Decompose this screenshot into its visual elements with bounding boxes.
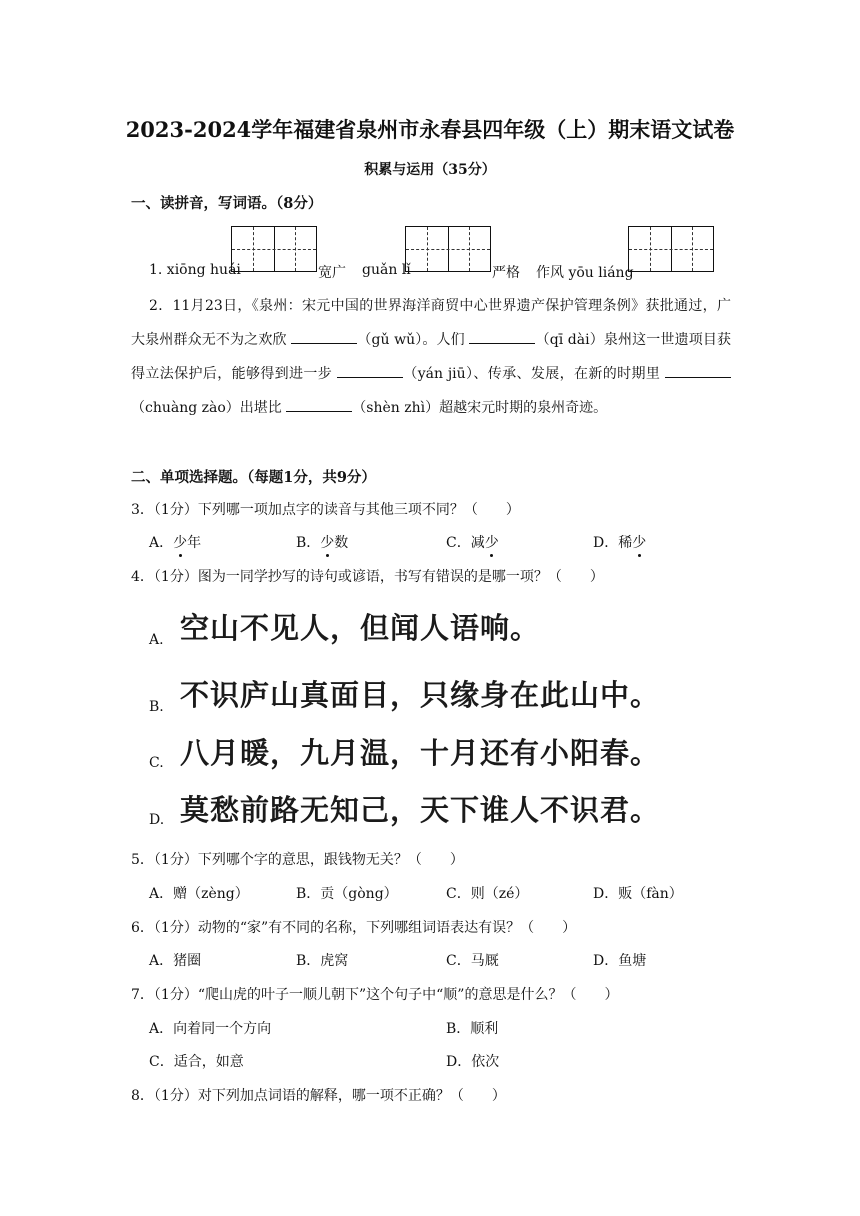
q6-option-c[interactable]: C．马厩: [446, 953, 499, 969]
page-subtitle: 积累与运用（35分）: [364, 162, 496, 178]
q3-d-label: D．稀: [593, 535, 633, 551]
q1-pinyin-3: 作风 yōu liáng: [536, 265, 634, 281]
q2-text-5: （chuàng zào）出堪比: [131, 400, 282, 416]
q3-b-rest: 数: [334, 535, 349, 551]
q2-text-2: （gǔ wǔ）。人们: [357, 332, 465, 348]
q4-handwriting-a: 空山不见人，但闻人语响。: [180, 611, 541, 645]
q3-b-dotted-char: 少: [320, 535, 335, 551]
q2-blank-4[interactable]: [665, 365, 731, 378]
q3-c-dotted-char: 少: [484, 535, 499, 551]
q1-writing-grid-3[interactable]: [628, 226, 714, 272]
q3-option-b[interactable]: [296, 532, 348, 552]
q4-label-a[interactable]: A.: [149, 632, 164, 648]
q3-c-label: C．减: [446, 535, 485, 551]
q3-b-label: B．: [296, 535, 321, 551]
q4-handwriting-d: 莫愁前路无知己，天下谁人不识君。: [180, 793, 661, 827]
q4-stem: 4．（1分）图为一同学抄写的诗句或谚语，书写有错误的是哪一项？（ ）: [131, 569, 604, 585]
q6-option-a[interactable]: A．猪圈: [149, 953, 202, 969]
page-title: 2023-2024学年福建省泉州市永春县四年级（上）期末语文试卷: [125, 117, 735, 142]
q2-blank-2[interactable]: [469, 331, 535, 344]
q4-handwriting-c: 八月暖，九月温，十月还有小阳春。: [180, 736, 661, 770]
q2-blank-1[interactable]: [291, 331, 357, 344]
q1-pinyin-2: guǎn lǐ: [362, 262, 411, 278]
q1-writing-grid-1[interactable]: [231, 226, 317, 272]
q3-stem: 3．（1分）下列哪一项加点字的读音与其他三项不同？（ ）: [131, 502, 520, 518]
q2-text-1: 2．11月23日，《泉州：宋元中国的世界海洋商贸中心世界遗产保护管理条例》获批通过，广大泉州群众无不为之欢欣: [131, 298, 731, 348]
q1-word-2: 严格: [492, 265, 520, 281]
q5-option-d[interactable]: D．贩（fàn）: [593, 886, 683, 902]
section-1-heading: 一、读拼音，写词语。（8分）: [131, 195, 323, 212]
q2-paragraph: [131, 289, 731, 425]
q7-option-b[interactable]: B．顺利: [446, 1021, 499, 1037]
q5-option-c[interactable]: C．则（zé）: [446, 886, 529, 902]
q6-option-b[interactable]: B．虎窝: [296, 953, 349, 969]
q5-option-a[interactable]: A．赠（zèng）: [149, 886, 249, 902]
q3-option-d[interactable]: [593, 532, 646, 552]
q5-option-b[interactable]: B．贡（gòng）: [296, 886, 398, 902]
q2-text-4: （yán jiū）、传承、发展，在新的时期里: [403, 366, 661, 382]
q2-blank-5[interactable]: [286, 399, 352, 412]
q2-text-6: （shèn zhì）超越宋元时期的泉州奇迹。: [352, 400, 608, 416]
q7-option-d[interactable]: D．依次: [446, 1054, 500, 1070]
q3-option-a[interactable]: [149, 532, 201, 552]
section-2-heading: 二、单项选择题。（每题1分，共9分）: [131, 469, 376, 486]
q3-a-rest: 年: [187, 535, 202, 551]
q4-label-b[interactable]: B.: [149, 699, 164, 715]
q2-blank-3[interactable]: [337, 365, 403, 378]
q3-d-dotted-char: 少: [632, 535, 647, 551]
q8-stem: 8．（1分）对下列加点词语的解释，哪一项不正确？（ ）: [131, 1088, 506, 1104]
q4-handwriting-b: 不识庐山真面目，只缘身在此山中。: [180, 678, 661, 712]
q6-option-d[interactable]: D．鱼塘: [593, 953, 647, 969]
q7-stem: 7．（1分）“爬山虎的叶子一顺儿朝下”这个句子中“顺”的意思是什么？（ ）: [131, 987, 619, 1003]
q1-word-1: 宽广: [318, 265, 346, 281]
q6-stem: 6．（1分）动物的“家”有不同的名称，下列哪组词语表达有误？（ ）: [131, 920, 577, 936]
q5-stem: 5．（1分）下列哪个字的意思，跟钱物无关？（ ）: [131, 852, 464, 868]
q4-label-c[interactable]: C.: [149, 755, 164, 771]
q7-option-c[interactable]: C．适合，如意: [149, 1054, 244, 1070]
q1-pinyin-1: 1. xiōng huái: [149, 262, 241, 278]
q3-a-label: A．: [149, 535, 174, 551]
q4-label-d[interactable]: D.: [149, 812, 165, 828]
q3-option-c[interactable]: [446, 532, 499, 552]
q2-text-3: （qī dài）泉州这一世遗项目获得立法保护后，能够得到进一步: [131, 332, 732, 382]
q3-a-dotted-char: 少: [173, 535, 188, 551]
q1-writing-grid-2[interactable]: [405, 226, 491, 272]
q7-option-a[interactable]: A．向着同一个方向: [149, 1021, 272, 1037]
